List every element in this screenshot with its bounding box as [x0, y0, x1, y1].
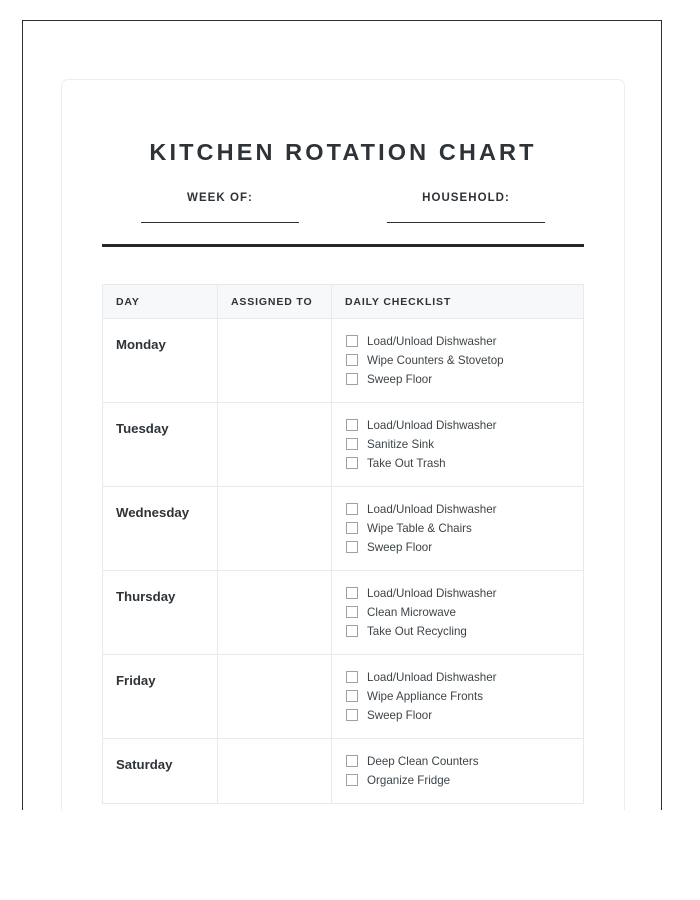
checklist-item-label: Load/Unload Dishwasher — [367, 586, 497, 600]
checklist-item-label: Wipe Appliance Fronts — [367, 689, 483, 703]
table-row — [103, 402, 584, 486]
table-row — [103, 654, 584, 738]
day-label: Monday — [103, 318, 218, 402]
field-week-of — [120, 192, 320, 223]
assigned-to-input[interactable] — [218, 318, 332, 402]
checkbox-icon[interactable] — [346, 457, 358, 469]
assigned-to-input[interactable] — [218, 570, 332, 654]
field-household-input[interactable] — [387, 222, 545, 223]
checklist-item[interactable] — [346, 605, 573, 620]
column-header-assigned-to: ASSIGNED TO — [218, 284, 332, 318]
checkbox-icon[interactable] — [346, 438, 358, 450]
checkbox-icon[interactable] — [346, 709, 358, 721]
checklist-item[interactable] — [346, 586, 573, 601]
chart-sheet-card — [61, 79, 625, 810]
daily-checklist-cell — [332, 318, 584, 402]
header-divider — [102, 244, 584, 247]
field-household — [366, 192, 566, 223]
checklist-item[interactable] — [346, 456, 573, 471]
checklist-item-label: Load/Unload Dishwasher — [367, 670, 497, 684]
day-label: Wednesday — [103, 486, 218, 570]
table-row — [103, 738, 584, 803]
checkbox-icon[interactable] — [346, 755, 358, 767]
assigned-to-input[interactable] — [218, 654, 332, 738]
column-header-day: DAY — [103, 284, 218, 318]
checklist-item[interactable] — [346, 372, 573, 387]
checklist-item[interactable] — [346, 708, 573, 723]
checkbox-icon[interactable] — [346, 541, 358, 553]
header-fields — [102, 192, 584, 223]
checklist-item[interactable] — [346, 754, 573, 769]
checklist-item-label: Wipe Table & Chairs — [367, 521, 472, 535]
checkbox-icon[interactable] — [346, 522, 358, 534]
checklist-item-label: Load/Unload Dishwasher — [367, 502, 497, 516]
checklist-item[interactable] — [346, 670, 573, 685]
checklist-item[interactable] — [346, 418, 573, 433]
daily-checklist-cell — [332, 570, 584, 654]
checklist-item-label: Clean Microwave — [367, 605, 456, 619]
checklist-item-label: Organize Fridge — [367, 773, 451, 787]
checklist-item-label: Deep Clean Counters — [367, 754, 479, 768]
checkbox-icon[interactable] — [346, 774, 358, 786]
field-week-of-label: WEEK OF: — [187, 191, 253, 204]
checkbox-icon[interactable] — [346, 354, 358, 366]
checkbox-icon[interactable] — [346, 335, 358, 347]
checklist-item-label: Take Out Recycling — [367, 624, 467, 638]
checkbox-icon[interactable] — [346, 419, 358, 431]
checklist-item-label: Sanitize Sink — [367, 437, 435, 451]
checklist-item-label: Sweep Floor — [367, 372, 433, 386]
checkbox-icon[interactable] — [346, 373, 358, 385]
checkbox-icon[interactable] — [346, 503, 358, 515]
checklist-item[interactable] — [346, 334, 573, 349]
day-label: Thursday — [103, 570, 218, 654]
column-header-daily-checklist: DAILY CHECKLIST — [332, 284, 584, 318]
daily-checklist-cell — [332, 486, 584, 570]
day-label: Tuesday — [103, 402, 218, 486]
day-label: Saturday — [103, 738, 218, 803]
checklist-item[interactable] — [346, 521, 573, 536]
checklist-item[interactable] — [346, 773, 573, 788]
checklist-item[interactable] — [346, 689, 573, 704]
checklist-item-label: Load/Unload Dishwasher — [367, 418, 497, 432]
daily-checklist-cell — [332, 738, 584, 803]
checklist-item[interactable] — [346, 353, 573, 368]
field-week-of-input[interactable] — [141, 222, 299, 223]
assigned-to-input[interactable] — [218, 486, 332, 570]
page-title: KITCHEN ROTATION CHART — [149, 139, 537, 165]
assigned-to-input[interactable] — [218, 402, 332, 486]
checklist-item-label: Load/Unload Dishwasher — [367, 334, 497, 348]
checkbox-icon[interactable] — [346, 587, 358, 599]
checklist-item-label: Wipe Counters & Stovetop — [367, 353, 504, 367]
checklist-item[interactable] — [346, 502, 573, 517]
daily-checklist-cell — [332, 402, 584, 486]
checkbox-icon[interactable] — [346, 690, 358, 702]
checklist-item[interactable] — [346, 624, 573, 639]
printable-page-frame — [22, 20, 662, 810]
rotation-chart-table — [102, 284, 584, 804]
table-row — [103, 486, 584, 570]
table-row — [103, 570, 584, 654]
checklist-item[interactable] — [346, 540, 573, 555]
checkbox-icon[interactable] — [346, 606, 358, 618]
checklist-item-label: Sweep Floor — [367, 540, 433, 554]
checklist-item-label: Take Out Trash — [367, 456, 446, 470]
checkbox-icon[interactable] — [346, 625, 358, 637]
table-header-row — [103, 284, 584, 318]
daily-checklist-cell — [332, 654, 584, 738]
field-household-label: HOUSEHOLD: — [422, 191, 510, 204]
checklist-item-label: Sweep Floor — [367, 708, 433, 722]
table-row — [103, 318, 584, 402]
assigned-to-input[interactable] — [218, 738, 332, 803]
checkbox-icon[interactable] — [346, 671, 358, 683]
day-label: Friday — [103, 654, 218, 738]
checklist-item[interactable] — [346, 437, 573, 452]
